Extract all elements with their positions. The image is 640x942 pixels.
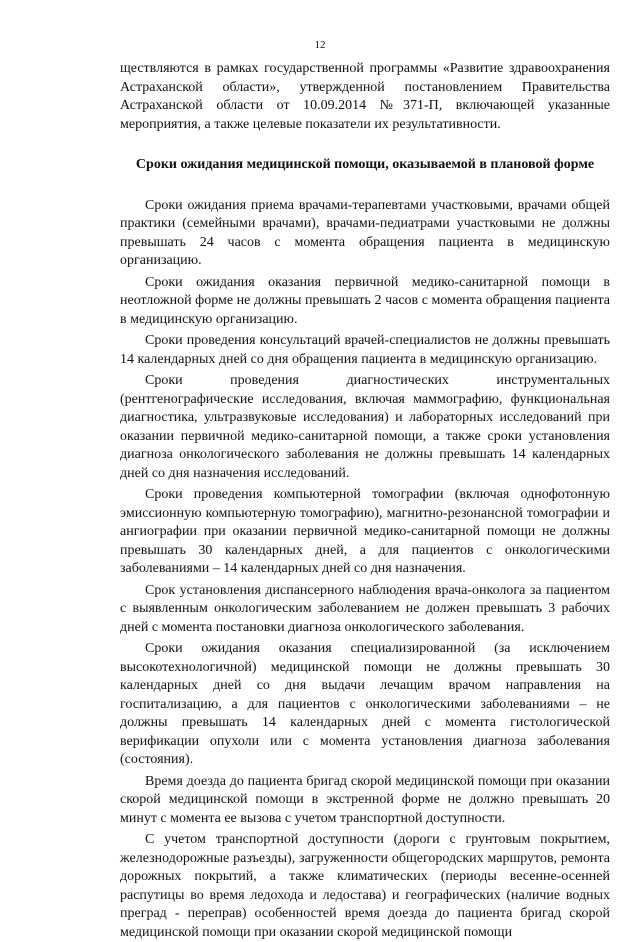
- paragraph-specialized-care: Сроки ожидания оказания специализированной (за исключением высокотехнологичной) медицинской помощи не должны превышать 30 календарных дней со дня выдачи лечащим врачом направления на госпитализацию, а для пациентов с онкологическими заболеваниями – не должны превышать 14 календарных дней с момента гистологической верификации опухоли или с момента установления диагноза заболевания (состояния).: [120, 641, 610, 767]
- paragraph-oncology-followup: Срок установления диспансерного наблюдения врача-онколога за пациентом с выявленным онкологическим заболеванием не должен превышать 3 рабочих дней с момента постановки диагноза онкологического заболевания.: [120, 582, 610, 635]
- intro-paragraph: ществляются в рамках государственной программы «Развитие здравоохранения Астраханской области», утвержденной постановлением Правительства Астраханской области от 10.09.2014 №371-П, включающей указанные мероприятия, а также целевые показатели их результативности.: [120, 61, 610, 132]
- section-heading: Сроки ожидания медицинской помощи, оказываемой в плановой форме: [135, 157, 595, 172]
- paragraph-ct-mri: Сроки проведения компьютерной томографии (включая однофотонную эмиссионную компьютерную томографию), магнитно-резонансной томографии и ангиографии при оказании первичной медико-санитарной помощи не должны превышать 30 календарных дней, а для пациентов с онкологическими заболеваниями – 14 календарных дней со дня назначения.: [120, 487, 610, 576]
- paragraph-transport-accessibility: С учетом транспортной доступности (дороги с грунтовым покрытием, железнодорожные разъезды), загруженности общегородских маршрутов, ремонта дорожных покрытий, а также климатических (периоды весенне-осенней распутицы во время ледохода и ледостава) и географических (наличие водных преград - переправ) особенностей время доезда до пациента бригад скорой медицинской помощи при оказании скорой медицинской помощи: [120, 832, 610, 940]
- paragraph-therapist-wait: Сроки ожидания приема врачами-терапевтами участковыми, врачами общей практики (семейными врачами), врачами-педиатрами участковыми не должны превышать 24 часов с момента обращения пациента в медицинскую организацию.: [120, 197, 610, 268]
- document-body: [120, 60, 610, 942]
- page-number: 12: [314, 39, 326, 51]
- paragraph-specialist-consultation: Сроки проведения консультаций врачей-специалистов не должны превышать 14 календарных дней со дня обращения пациента в медицинскую организацию.: [120, 333, 610, 367]
- paragraph-urgent-primary-care: Сроки ожидания оказания первичной медико-санитарной помощи в неотложной форме не должны превышать 2 часов с момента обращения пациента в медицинскую организацию.: [120, 274, 610, 327]
- paragraph-ambulance-time: Время доезда до пациента бригад скорой медицинской помощи при оказании скорой медицинской помощи в экстренной форме не должно превышать 20 минут с момента ее вызова с учетом транспортной доступности.: [120, 773, 610, 826]
- paragraph-diagnostic-tests: Сроки проведения диагностических инструментальных (рентгенографические исследования, включая маммографию, функциональная диагностика, ультразвуковые исследования) и лабораторных исследований при оказании первичной медико-санитарной помощи, а также сроки установления диагноза онкологического заболевания не должны превышать 14 календарных дней со дня назначения исследований.: [120, 373, 610, 481]
